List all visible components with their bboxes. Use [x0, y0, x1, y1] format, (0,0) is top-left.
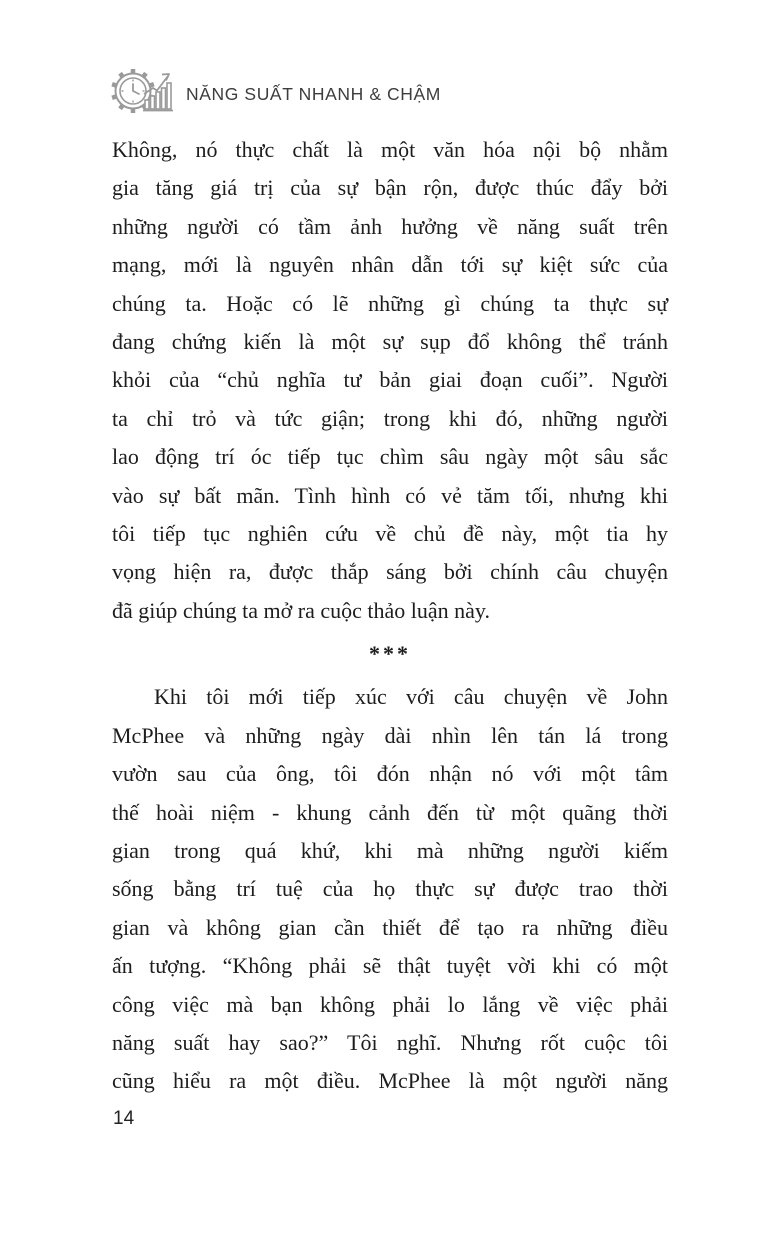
text-line: công việc mà bạn không phải lo lắng về việc phải — [112, 991, 668, 1017]
page-number: 14 — [113, 1108, 135, 1129]
text-line: chúng ta. Hoặc có lẽ những gì chúng ta thực sự — [112, 290, 668, 316]
text-line: ấn tượng. “Không phải sẽ thật tuyệt vời khi có một — [112, 953, 668, 979]
text-line: gia tăng giá trị của sự bận rộn, được thúc đẩy bởi — [112, 175, 668, 201]
text-line: những người có tầm ảnh hưởng về năng suất trên — [112, 213, 668, 239]
text-line: Không, nó thực chất là một văn hóa nội bộ nhằm — [112, 137, 668, 162]
paragraph-2 — [112, 678, 668, 1100]
text-line: tôi tiếp tục nghiên cứu về chủ đề này, một tia hy — [112, 521, 668, 547]
text-line: vào sự bất mãn. Tình hình có vẻ tăm tối, nhưng khi — [112, 482, 668, 508]
text-line: khỏi của “chủ nghĩa tư bản giai đoạn cuối”. Người — [112, 367, 668, 393]
text-line: lao động trí óc tiếp tục chìm sâu ngày một sâu sắc — [112, 444, 668, 470]
page-header — [110, 64, 441, 118]
text-line: đang chứng kiến là một sự sụp đổ không thể tránh — [112, 329, 668, 355]
text-line: McPhee và những ngày dài nhìn lên tán lá trong — [112, 722, 668, 748]
text-line: thế hoài niệm - khung cảnh đến từ một quãng thời — [112, 799, 668, 825]
text-line: ta chỉ trỏ và tức giận; trong khi đó, những người — [112, 405, 668, 431]
clock-gear-chart-icon — [110, 64, 174, 118]
text-line: vọng hiện ra, được thắp sáng bởi chính câu chuyện — [112, 559, 668, 585]
text-line: cũng hiểu ra một điều. McPhee là một người năng — [112, 1068, 668, 1094]
section-separator: *** — [369, 641, 411, 667]
book-title: NĂNG SUẤT NHANH & CHẬM — [186, 83, 441, 104]
text-line: Khi tôi mới tiếp xúc với câu chuyện về John — [154, 684, 668, 710]
text-line: đã giúp chúng ta mở ra cuộc thảo luận này. — [112, 597, 490, 623]
text-line: gian và không gian cần thiết để tạo ra những điều — [112, 914, 668, 940]
text-line: vườn sau của ông, tôi đón nhận nó với một tâm — [112, 761, 668, 787]
text-line: năng suất hay sao?” Tôi nghĩ. Nhưng rốt cuộc tôi — [112, 1029, 668, 1055]
body-text — [112, 131, 668, 1101]
text-line: sống bằng trí tuệ của họ thực sự được trao thời — [112, 876, 668, 902]
text-line: mạng, mới là nguyên nhân dẫn tới sự kiệt sức của — [112, 252, 668, 278]
paragraph-1 — [112, 131, 668, 630]
text-line: gian trong quá khứ, khi mà những người kiếm — [112, 837, 668, 863]
